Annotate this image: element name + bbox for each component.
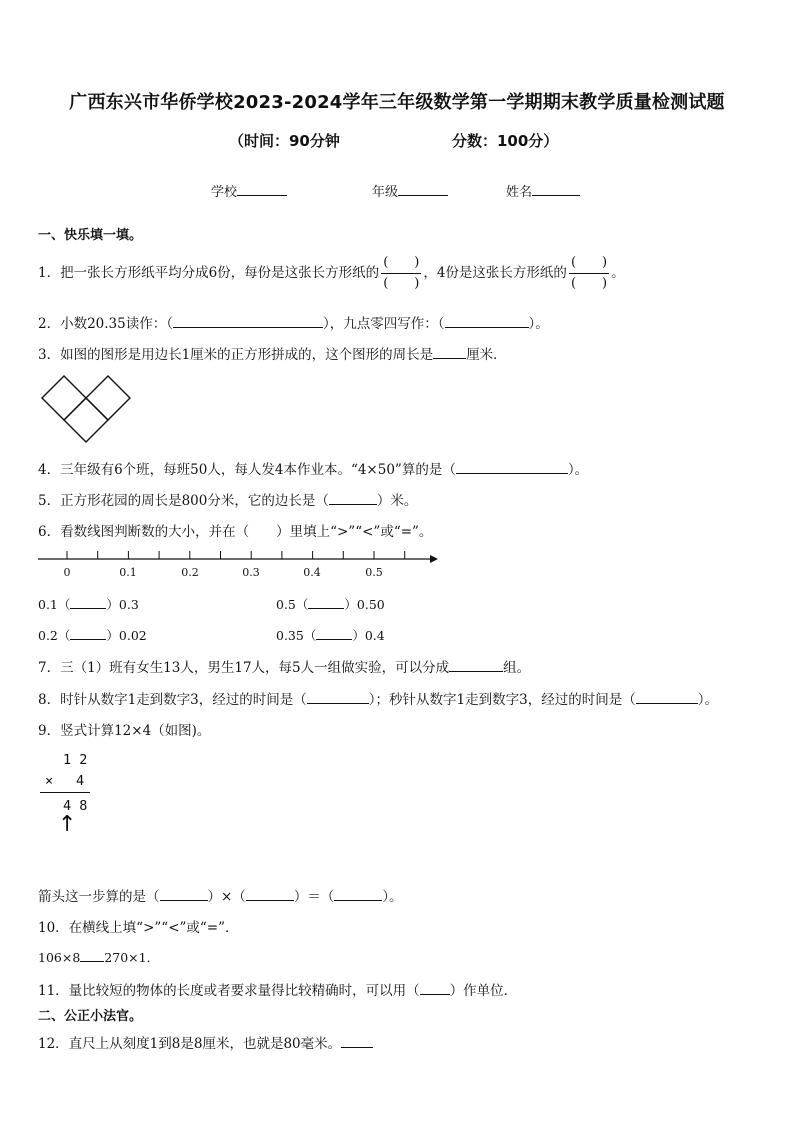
grade-blank[interactable] bbox=[398, 181, 448, 196]
tick-label-0: 0 bbox=[63, 566, 71, 579]
question-2: 2．小数20.35读作：（ ），九点零四写作：（ ）。 bbox=[38, 312, 549, 332]
square-bottom bbox=[64, 398, 108, 442]
exam-title: 广西东兴市华侨学校2023-2024学年三年级数学第一学期期末教学质量检测试题 bbox=[69, 92, 725, 113]
q2-blank-2[interactable] bbox=[445, 313, 529, 328]
question-12: 12．直尺上从刻度1到8是8厘米，也就是80毫米。 bbox=[38, 1032, 373, 1052]
vertical-result: 4 8 bbox=[63, 798, 88, 814]
tick-label-0-5: 0.5 bbox=[365, 566, 383, 579]
arrow-up-icon: ↑ bbox=[58, 812, 77, 837]
compare-2-blank[interactable] bbox=[308, 594, 344, 609]
square-left bbox=[42, 376, 86, 420]
question-7: 7．三（1）班有女生13人，男生17人，每5人一组做实验，可以分成 组。 bbox=[38, 656, 530, 676]
question-11: 11．量比较短的物体的长度或者要求量得比较精确时，可以用（ ）作单位． bbox=[38, 979, 517, 999]
q9-blank-2[interactable] bbox=[246, 886, 294, 901]
name-field bbox=[506, 181, 580, 200]
q8-blank-1[interactable] bbox=[307, 689, 369, 704]
school-label: 学校 bbox=[211, 185, 238, 200]
q8-blank-2[interactable] bbox=[636, 689, 698, 704]
section-1-heading: 一、快乐填一填。 bbox=[38, 228, 143, 243]
q10-comparison: 106×8 270×1． bbox=[38, 947, 159, 966]
question-5: 5．正方形花园的周长是800分米，它的边长是（ ）米。 bbox=[38, 489, 417, 509]
vertical-times-sign: × bbox=[45, 773, 54, 789]
q4-blank[interactable] bbox=[456, 459, 568, 474]
q12-blank[interactable] bbox=[341, 1033, 373, 1048]
question-4: 4．三年级有6个班，每班50人，每人发4本作业本。“4×50”算的是（ ）。 bbox=[38, 458, 588, 478]
q2-blank-1[interactable] bbox=[173, 313, 323, 328]
q5-blank[interactable] bbox=[329, 490, 377, 505]
tick-label-0-1: 0.1 bbox=[119, 566, 137, 579]
vertical-row-2: 4 bbox=[76, 773, 85, 789]
q9-answer: 箭头这一步算的是（ ）×（ ）＝（ ）。 bbox=[38, 885, 403, 905]
vertical-rule bbox=[40, 792, 90, 793]
number-line-arrow bbox=[430, 555, 438, 563]
compare-1: 0.1（ ）0.3 bbox=[38, 594, 139, 613]
q10-blank[interactable] bbox=[80, 947, 104, 962]
exam-score: 分数：100分） bbox=[452, 132, 559, 150]
q3-squares-figure bbox=[38, 372, 138, 448]
question-6: 6．看数线图判断数的大小，并在（ ）里填上“>”“<”或“=”。 bbox=[38, 524, 433, 540]
q1-text-a: 1．把一张长方形纸平均分成6份，每份是这张长方形纸的 bbox=[38, 265, 380, 281]
q11-blank[interactable] bbox=[420, 980, 450, 995]
tick-label-0-3: 0.3 bbox=[242, 566, 260, 579]
grade-field bbox=[372, 181, 448, 200]
tick-label-0-2: 0.2 bbox=[181, 566, 199, 579]
q1-text-b: ，4份是这张长方形纸的 bbox=[423, 265, 567, 281]
tick-label-0-4: 0.4 bbox=[303, 566, 321, 579]
question-10: 10．在横线上填“>”“<”或“=”． bbox=[38, 920, 239, 936]
question-8: 8．时针从数字1走到数字3，经过的时间是（ ）；秒针从数字1走到数字3，经过的时间是（ ）。 bbox=[38, 688, 718, 708]
grade-label: 年级 bbox=[372, 185, 399, 200]
school-field bbox=[211, 181, 287, 200]
name-label: 姓名 bbox=[506, 185, 533, 200]
q1-fraction-1[interactable]: $\frac{( )}{( )}$ bbox=[383, 255, 420, 291]
question-3: 3．如图的图形是用边长1厘米的正方形拼成的，这个图形的周长是 厘米． bbox=[38, 343, 507, 363]
q1-fraction-2[interactable]: $\frac{( )}{( )}$ bbox=[570, 255, 608, 291]
question-9: 9．竖式计算12×4（如图)。 bbox=[38, 723, 211, 739]
name-blank[interactable] bbox=[532, 181, 580, 196]
square-right bbox=[86, 376, 130, 420]
question-1 bbox=[38, 253, 625, 294]
school-blank[interactable] bbox=[237, 181, 287, 196]
q9-blank-3[interactable] bbox=[334, 886, 382, 901]
compare-3: 0.2（ ）0.02 bbox=[38, 625, 147, 644]
compare-4-blank[interactable] bbox=[316, 625, 352, 640]
compare-3-blank[interactable] bbox=[70, 625, 106, 640]
q7-blank[interactable] bbox=[449, 657, 503, 672]
vertical-row-1: 1 2 bbox=[63, 752, 88, 768]
compare-1-blank[interactable] bbox=[70, 594, 106, 609]
q3-blank[interactable] bbox=[433, 344, 466, 359]
q9-blank-1[interactable] bbox=[160, 886, 208, 901]
number-line bbox=[36, 546, 442, 582]
compare-4: 0.35（ ）0.4 bbox=[276, 625, 385, 644]
exam-time: （时间：90分钟 bbox=[229, 132, 340, 150]
compare-2: 0.5（ ）0.50 bbox=[276, 594, 385, 613]
section-2-heading: 二、公正小法官。 bbox=[38, 1009, 143, 1024]
q1-text-c: 。 bbox=[611, 265, 625, 281]
